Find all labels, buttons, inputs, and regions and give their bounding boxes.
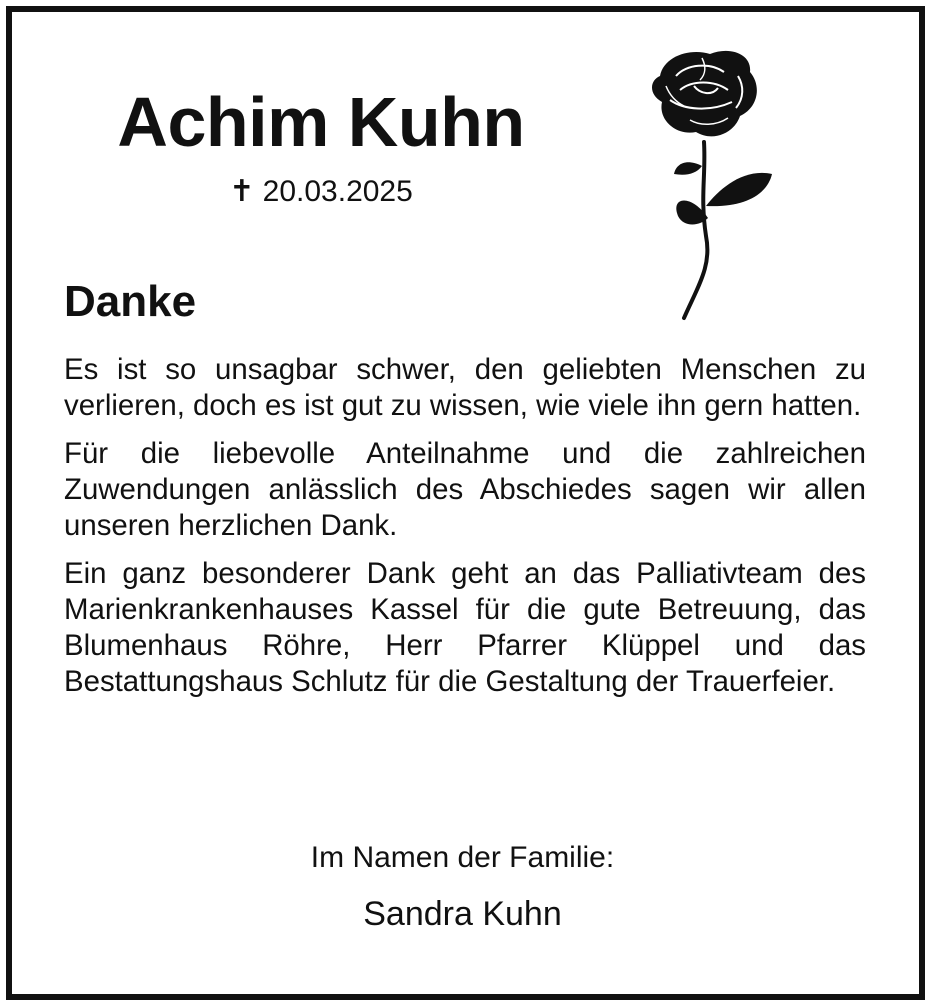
deceased-name: Achim Kuhn xyxy=(117,83,525,161)
rose-icon xyxy=(640,46,780,322)
death-date: ✝ 20.03.2025 xyxy=(229,175,413,208)
paragraph-3: Ein ganz besonderer Dank geht an das Palliativteam des Marienkrankenhauses Kassel für die gute Betreuung, das Blumenhaus Röhre, Herr Pfarrer Klüppel und das Bestattungshaus Schlutz für die Gestaltung der Trauerfeier. xyxy=(64,557,866,698)
closing-block xyxy=(0,838,931,936)
thanks-heading: Danke xyxy=(64,277,197,326)
signature: Sandra Kuhn xyxy=(363,895,562,933)
notice-body xyxy=(64,352,866,712)
closing-line: Im Namen der Familie: xyxy=(310,841,615,874)
paragraph-1: Es ist so unsagbar schwer, den geliebten Menschen zu verlieren, doch es ist gut zu wissen, wie viele ihn gern hatten. xyxy=(64,353,866,422)
paragraph-2: Für die liebevolle Anteilnahme und die zahlreichen Zuwendungen anlässlich des Abschiedes sagen wir allen unseren herzlichen Dank. xyxy=(64,437,866,542)
